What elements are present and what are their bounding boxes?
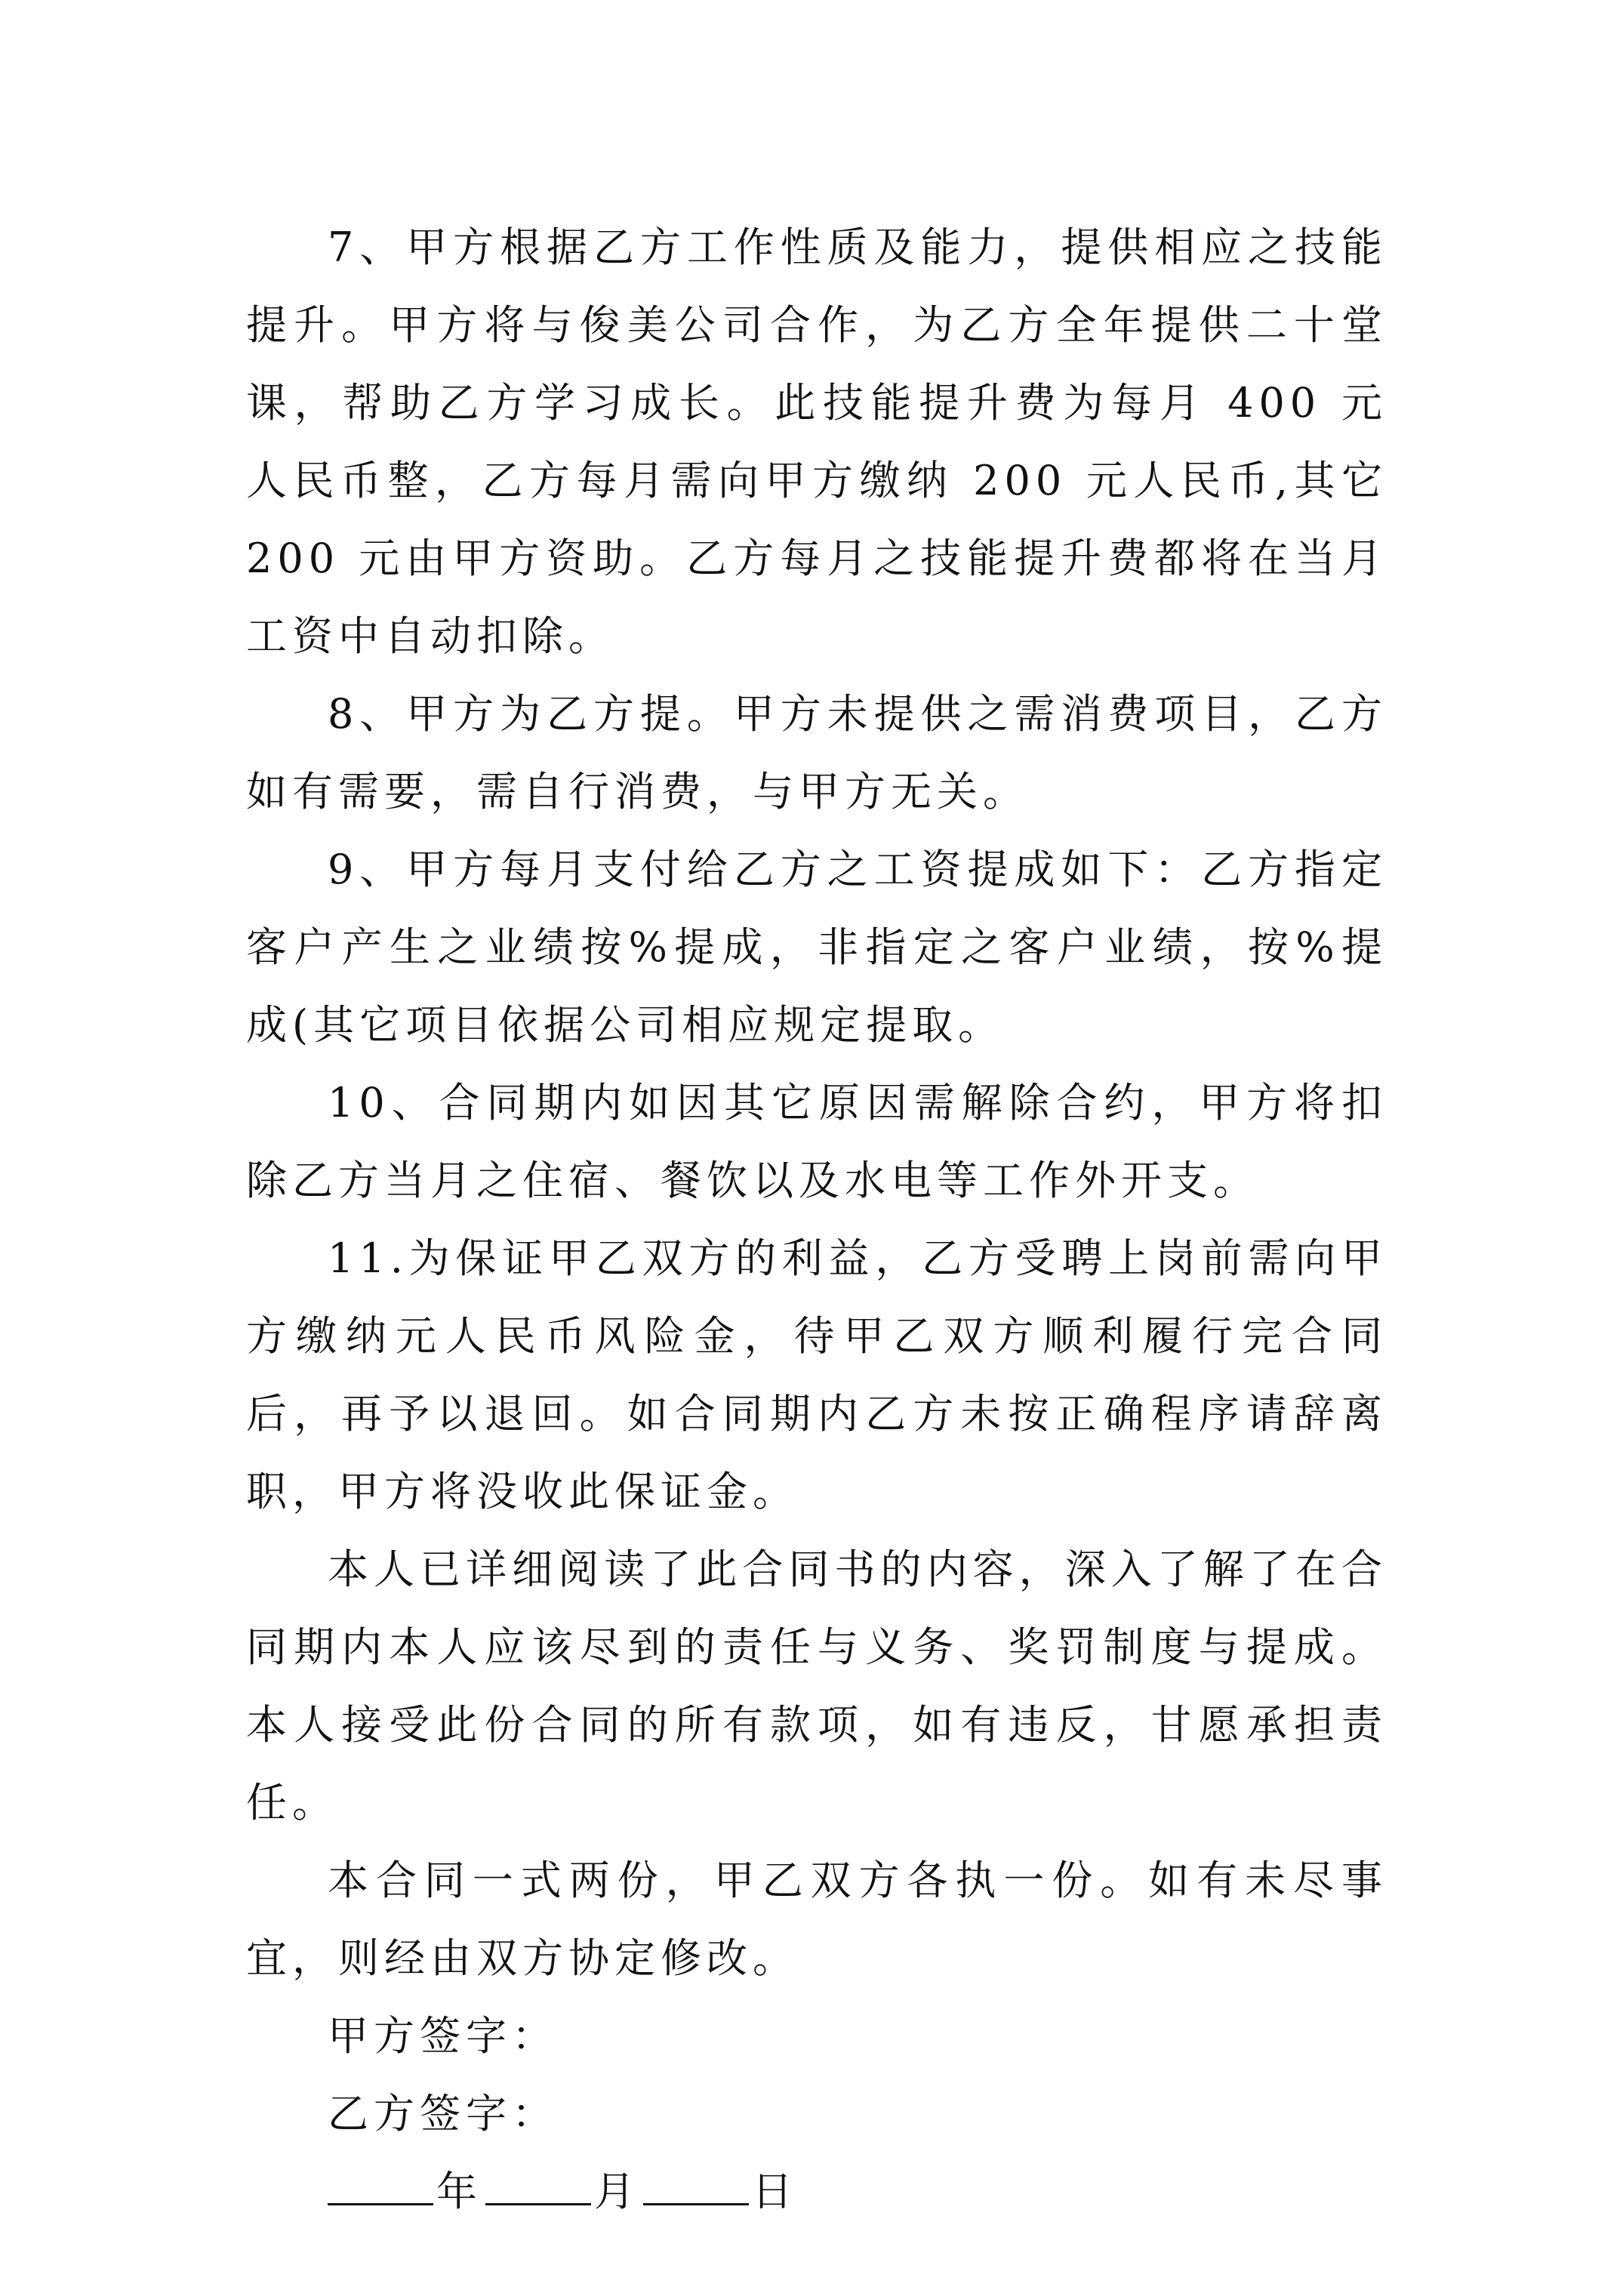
signing-date-line xyxy=(246,2153,1387,2230)
day-blank xyxy=(643,2162,749,2205)
year-blank xyxy=(328,2162,433,2205)
party-b-signature-label: 乙方签字： xyxy=(328,2090,558,2137)
acknowledgement-paragraph: 本人已详细阅读了此合同书的内容，深入了解了在合同期内本人应该尽到的责任与义务、奖罚制度与提成。本人接受此份合同的所有款项，如有违反，甘愿承担责任。 xyxy=(246,1546,1387,1826)
copies-paragraph: 本合同一式两份，甲乙双方各执一份。如有未尽事宜，则经由双方协定修改。 xyxy=(246,1857,1387,1982)
clause-8: 8、甲方为乙方提。甲方未提供之需消费项目，乙方如有需要，需自行消费，与甲方无关。 xyxy=(246,690,1387,815)
clause-7: 7、甲方根据乙方工作性质及能力，提供相应之技能提升。甲方将与俊美公司合作，为乙方全年提供二十堂课，帮助乙方学习成长。此技能提升费为每月 400 元人民币整，乙方每月需向甲方缴纳 200 元人民币,其它 200 元由甲方资助。乙方每月之技能提升费都将在当月工资中自动扣除。 xyxy=(246,223,1387,660)
month-label: 月 xyxy=(594,2168,640,2215)
clause-10: 10、合同期内如因其它原因需解除合约，甲方将扣除乙方当月之住宿、餐饮以及水电等工作外开支。 xyxy=(246,1079,1387,1204)
document-body xyxy=(246,208,1387,2230)
day-label: 日 xyxy=(752,2168,798,2215)
clause-9: 9、甲方每月支付给乙方之工资提成如下：乙方指定客户产生之业绩按%提成，非指定之客户业绩，按%提成(其它项目依据公司相应规定提取。 xyxy=(246,846,1387,1049)
year-label: 年 xyxy=(436,2168,482,2215)
clause-11: 11.为保证甲乙双方的利益，乙方受聘上岗前需向甲方缴纳元人民币风险金，待甲乙双方顺利履行完合同后，再予以退回。如合同期内乙方未按正确程序请辞离职，甲方将没收此保证金。 xyxy=(246,1234,1387,1515)
party-a-signature-label: 甲方签字： xyxy=(328,2012,558,2060)
month-blank xyxy=(485,2162,591,2205)
